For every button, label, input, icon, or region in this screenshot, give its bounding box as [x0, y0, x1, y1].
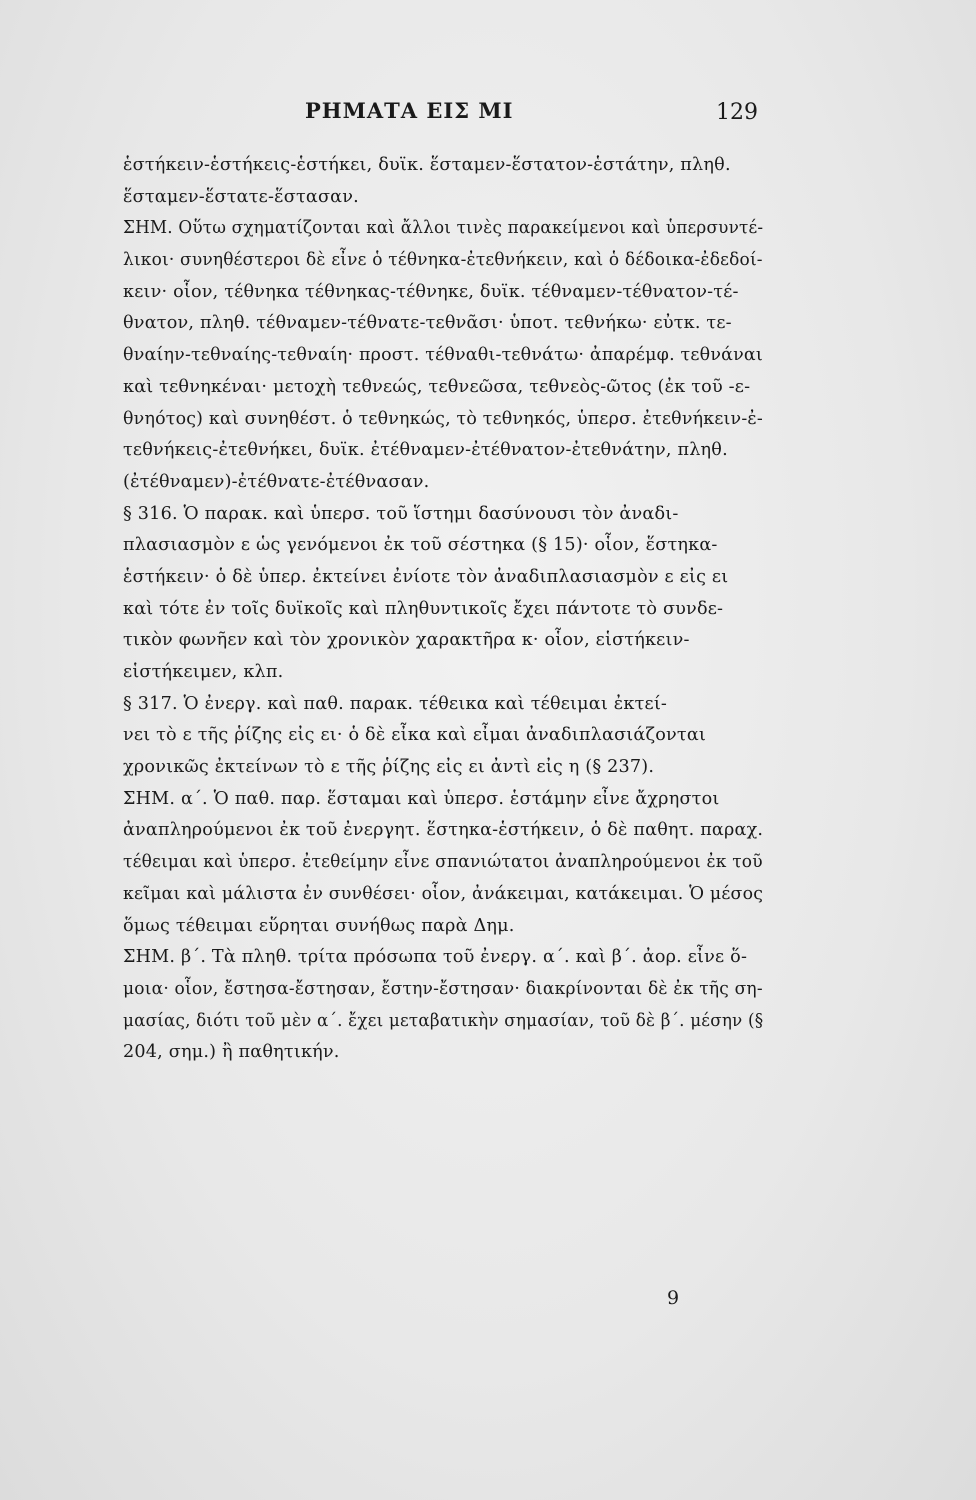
text-line: ὅμως τέθειμαι εὕρηται συνήθως παρὰ Δημ.	[123, 915, 515, 936]
text-line: 204, σημ.) ἢ παθητικήν.	[123, 1042, 340, 1063]
text-line: καὶ τότε ἐν τοῖς δυϊκοῖς καὶ πληθυντικοῖς ἔχει πάντοτε τὸ συνδε-	[123, 598, 724, 619]
signature-mark: 9	[667, 1287, 680, 1309]
text-line: τικὸν φωνῆεν καὶ τὸν χρονικὸν χαρακτῆρα κ· οἷον, εἱστήκειν-	[123, 630, 690, 651]
text-line: ἑστήκειν-ἑστήκεις-ἑστήκει, δυϊκ. ἕσταμεν-ἕστατον-ἑστάτην, πληθ.	[123, 155, 731, 175]
text-line: εἱστήκειμεν, κλπ.	[123, 662, 284, 682]
text-line: ἑστήκειν· ὁ δὲ ὑπερ. ἐκτείνει ἐνίοτε τὸν ἀναδιπλασιασμὸν ε εἰς ει	[123, 566, 729, 587]
note-b-line: ΣΗΜ. β΄. Τὰ πληθ. τρίτα πρόσωπα τοῦ ἐνεργ. α΄. καὶ β΄. ἀορ. εἶνε ὅ-	[123, 947, 748, 968]
text-line: λικοι· συνηθέστεροι δὲ εἶνε ὁ τέθνηκα-ἐτεθνήκειν, καὶ ὁ δέδοικα-ἐδεδοί-	[123, 250, 763, 271]
text-line: καὶ τεθνηκέναι· μετοχὴ τεθνεώς, τεθνεῶσα, τεθνεὸς-ῶτος (ἐκ τοῦ -ε-	[123, 376, 751, 397]
text-line: ἀναπληρούμενοι ἐκ τοῦ ἐνεργητ. ἕστηκα-ἑστήκειν, ὁ δὲ παθητ. παραχ.	[123, 820, 764, 841]
text-line: πλασιασμὸν ε ὡς γενόμενοι ἐκ τοῦ σέστηκα (§ 15)· οἷον, ἕστηκα-	[123, 535, 718, 556]
note-a-line: ΣΗΜ. α΄. Ὁ παθ. παρ. ἕσταμαι καὶ ὑπερσ. ἑστάμην εἶνε ἄχρηστοι	[123, 788, 720, 809]
page-title: ΡΗΜΑΤΑ ΕΙΣ ΜΙ	[305, 98, 514, 123]
text-line: χρονικῶς ἐκτείνων τὸ ε τῆς ῥίζης εἰς ει ἀντὶ εἰς η (§ 237).	[123, 757, 655, 778]
text-line: κεῖμαι καὶ μάλιστα ἐν συνθέσει· οἷον, ἀνάκειμαι, κατάκειμαι. Ὁ μέσος	[123, 883, 764, 904]
text-line: νει τὸ ε τῆς ῥίζης εἰς ει· ὁ δὲ εἶκα καὶ εἶμαι ἀναδιπλασιάζονται	[123, 725, 707, 746]
text-line: ΣΗΜ. Οὕτω σχηματίζονται καὶ ἄλλοι τινὲς παρακείμενοι καὶ ὑπερσυντέ-	[123, 218, 764, 239]
text-line: τέθειμαι καὶ ὑπερσ. ἐτεθείμην εἶνε σπανιώτατοι ἀναπληρούμενοι ἐκ τοῦ	[123, 852, 763, 873]
running-head	[0, 98, 976, 132]
text-line: θνηότος) καὶ συνηθέστ. ὁ τεθνηκώς, τὸ τεθνηκός, ὑπερσ. ἐτεθνήκειν-ἐ-	[123, 408, 764, 429]
text-line: μοια· οἷον, ἔστησα-ἔστησαν, ἔστην-ἔστησαν· διακρίνονται δὲ ἐκ τῆς ση-	[123, 978, 763, 999]
text-line: θναίην-τεθναίης-τεθναίη· προστ. τέθναθι-τεθνάτω· ἀπαρέμφ. τεθνάναι	[123, 345, 763, 366]
text-line: θνατον, πληθ. τέθναμεν-τέθνατε-τεθνᾶσι· ὑποτ. τεθνήκω· εὐτκ. τε-	[123, 313, 732, 334]
body-text	[123, 150, 763, 1069]
text-line: (ἐτέθναμεν)-ἐτέθνατε-ἐτέθνασαν.	[123, 471, 430, 492]
text-line: μασίας, διότι τοῦ μὲν α΄. ἔχει μεταβατικὴν σημασίαν, τοῦ δὲ β΄. μέσην (§	[123, 1010, 764, 1031]
text-line: κειν· οἷον, τέθνηκα τέθνηκας-τέθνηκε, δυϊκ. τέθναμεν-τέθνατον-τέ-	[123, 281, 739, 302]
section-317-heading-line: § 317. Ὁ ἐνεργ. καὶ παθ. παρακ. τέθεικα καὶ τέθειμαι ἐκτεί-	[123, 693, 668, 714]
text-line: ἕσταμεν-ἕστατε-ἕστασαν.	[123, 186, 359, 207]
section-316-heading-line: § 316. Ὁ παρακ. καὶ ὑπερσ. τοῦ ἵστημι δασύνουσι τὸν ἀναδι-	[123, 503, 679, 524]
text-line: τεθνήκεις-ἐτεθνήκει, δυϊκ. ἐτέθναμεν-ἐτέθνατον-ἐτεθνάτην, πληθ.	[123, 440, 728, 461]
page-number: 129	[716, 100, 758, 125]
